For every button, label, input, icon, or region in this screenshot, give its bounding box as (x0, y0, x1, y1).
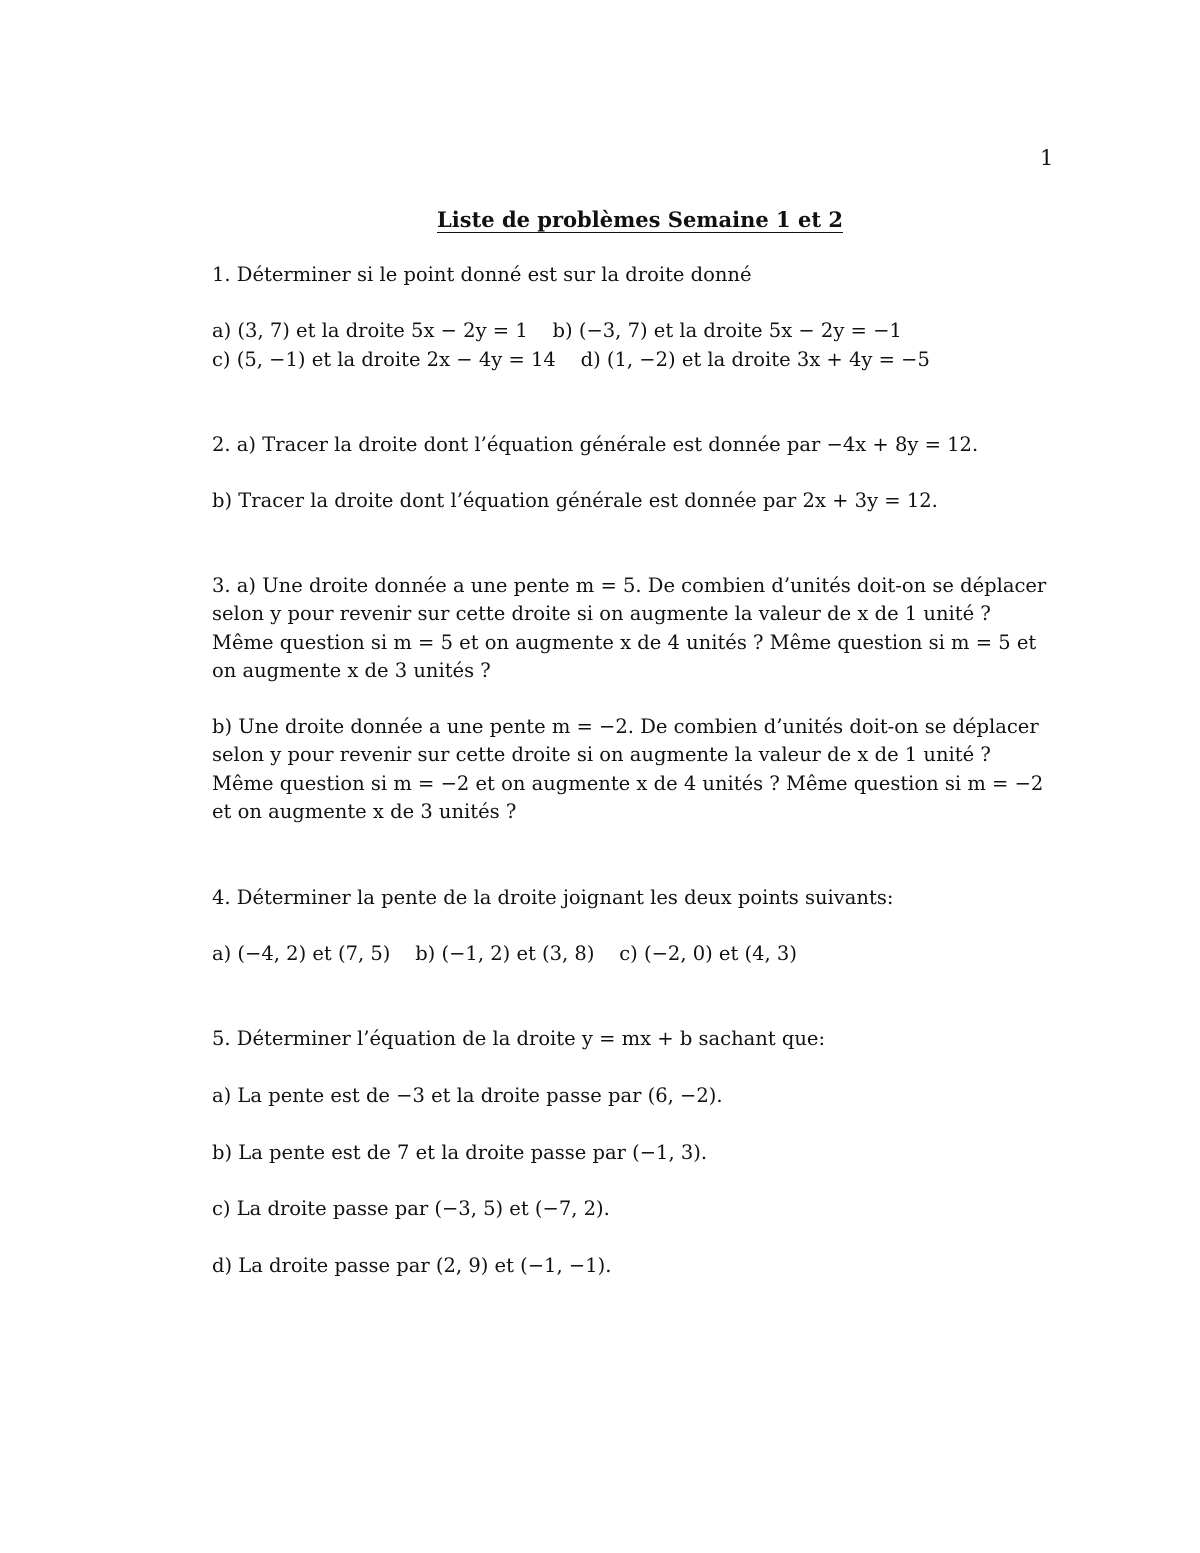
problem-1-row-2: c) (5, −1) et la droite 2x − 4y = 14 d) (1, −2) et la droite 3x + 4y = −5 (212, 348, 930, 371)
problem-3-b-line-1: b) Une droite donnée a une pente m = −2. De combien d’unités doit-on se déplacer (212, 715, 1039, 738)
problem-1-row-1: a) (3, 7) et la droite 5x − 2y = 1 b) (−3, 7) et la droite 5x − 2y = −1 (212, 319, 902, 342)
problem-4-intro: 4. Déterminer la pente de la droite joignant les deux points suivants: (212, 886, 894, 909)
problem-5-d: d) La droite passe par (2, 9) et (−1, −1). (212, 1254, 612, 1277)
problem-3-b-line-3: Même question si m = −2 et on augmente x de 4 unités ? Même question si m = −2 (212, 772, 1044, 795)
page-title: Liste de problèmes Semaine 1 et 2 (437, 207, 843, 232)
problem-3-a-line-2: selon y pour revenir sur cette droite si on augmente la valeur de x de 1 unité ? (212, 602, 991, 625)
problem-3-b-line-4: et on augmente x de 3 unités ? (212, 800, 517, 823)
problem-5-b: b) La pente est de 7 et la droite passe par (−1, 3). (212, 1141, 708, 1164)
problem-5-a: a) La pente est de −3 et la droite passe par (6, −2). (212, 1084, 723, 1107)
problem-2-a: 2. a) Tracer la droite dont l’équation générale est donnée par −4x + 8y = 12. (212, 433, 979, 456)
problem-4-row: a) (−4, 2) et (7, 5) b) (−1, 2) et (3, 8) c) (−2, 0) et (4, 3) (212, 942, 797, 965)
problem-5-c: c) La droite passe par (−3, 5) et (−7, 2). (212, 1197, 610, 1220)
page-number: 1 (1040, 146, 1054, 170)
problem-5-intro: 5. Déterminer l’équation de la droite y = mx + b sachant que: (212, 1027, 826, 1050)
problem-2-b: b) Tracer la droite dont l’équation générale est donnée par 2x + 3y = 12. (212, 489, 938, 512)
problem-3-a-line-4: on augmente x de 3 unités ? (212, 659, 491, 682)
problem-1-intro: 1. Déterminer si le point donné est sur la droite donné (212, 263, 752, 286)
problem-3-b-line-2: selon y pour revenir sur cette droite si on augmente la valeur de x de 1 unité ? (212, 743, 991, 766)
problem-3-a-line-3: Même question si m = 5 et on augmente x de 4 unités ? Même question si m = 5 et (212, 631, 1037, 654)
problem-3-a-line-1: 3. a) Une droite donnée a une pente m = 5. De combien d’unités doit-on se déplacer (212, 574, 1047, 597)
